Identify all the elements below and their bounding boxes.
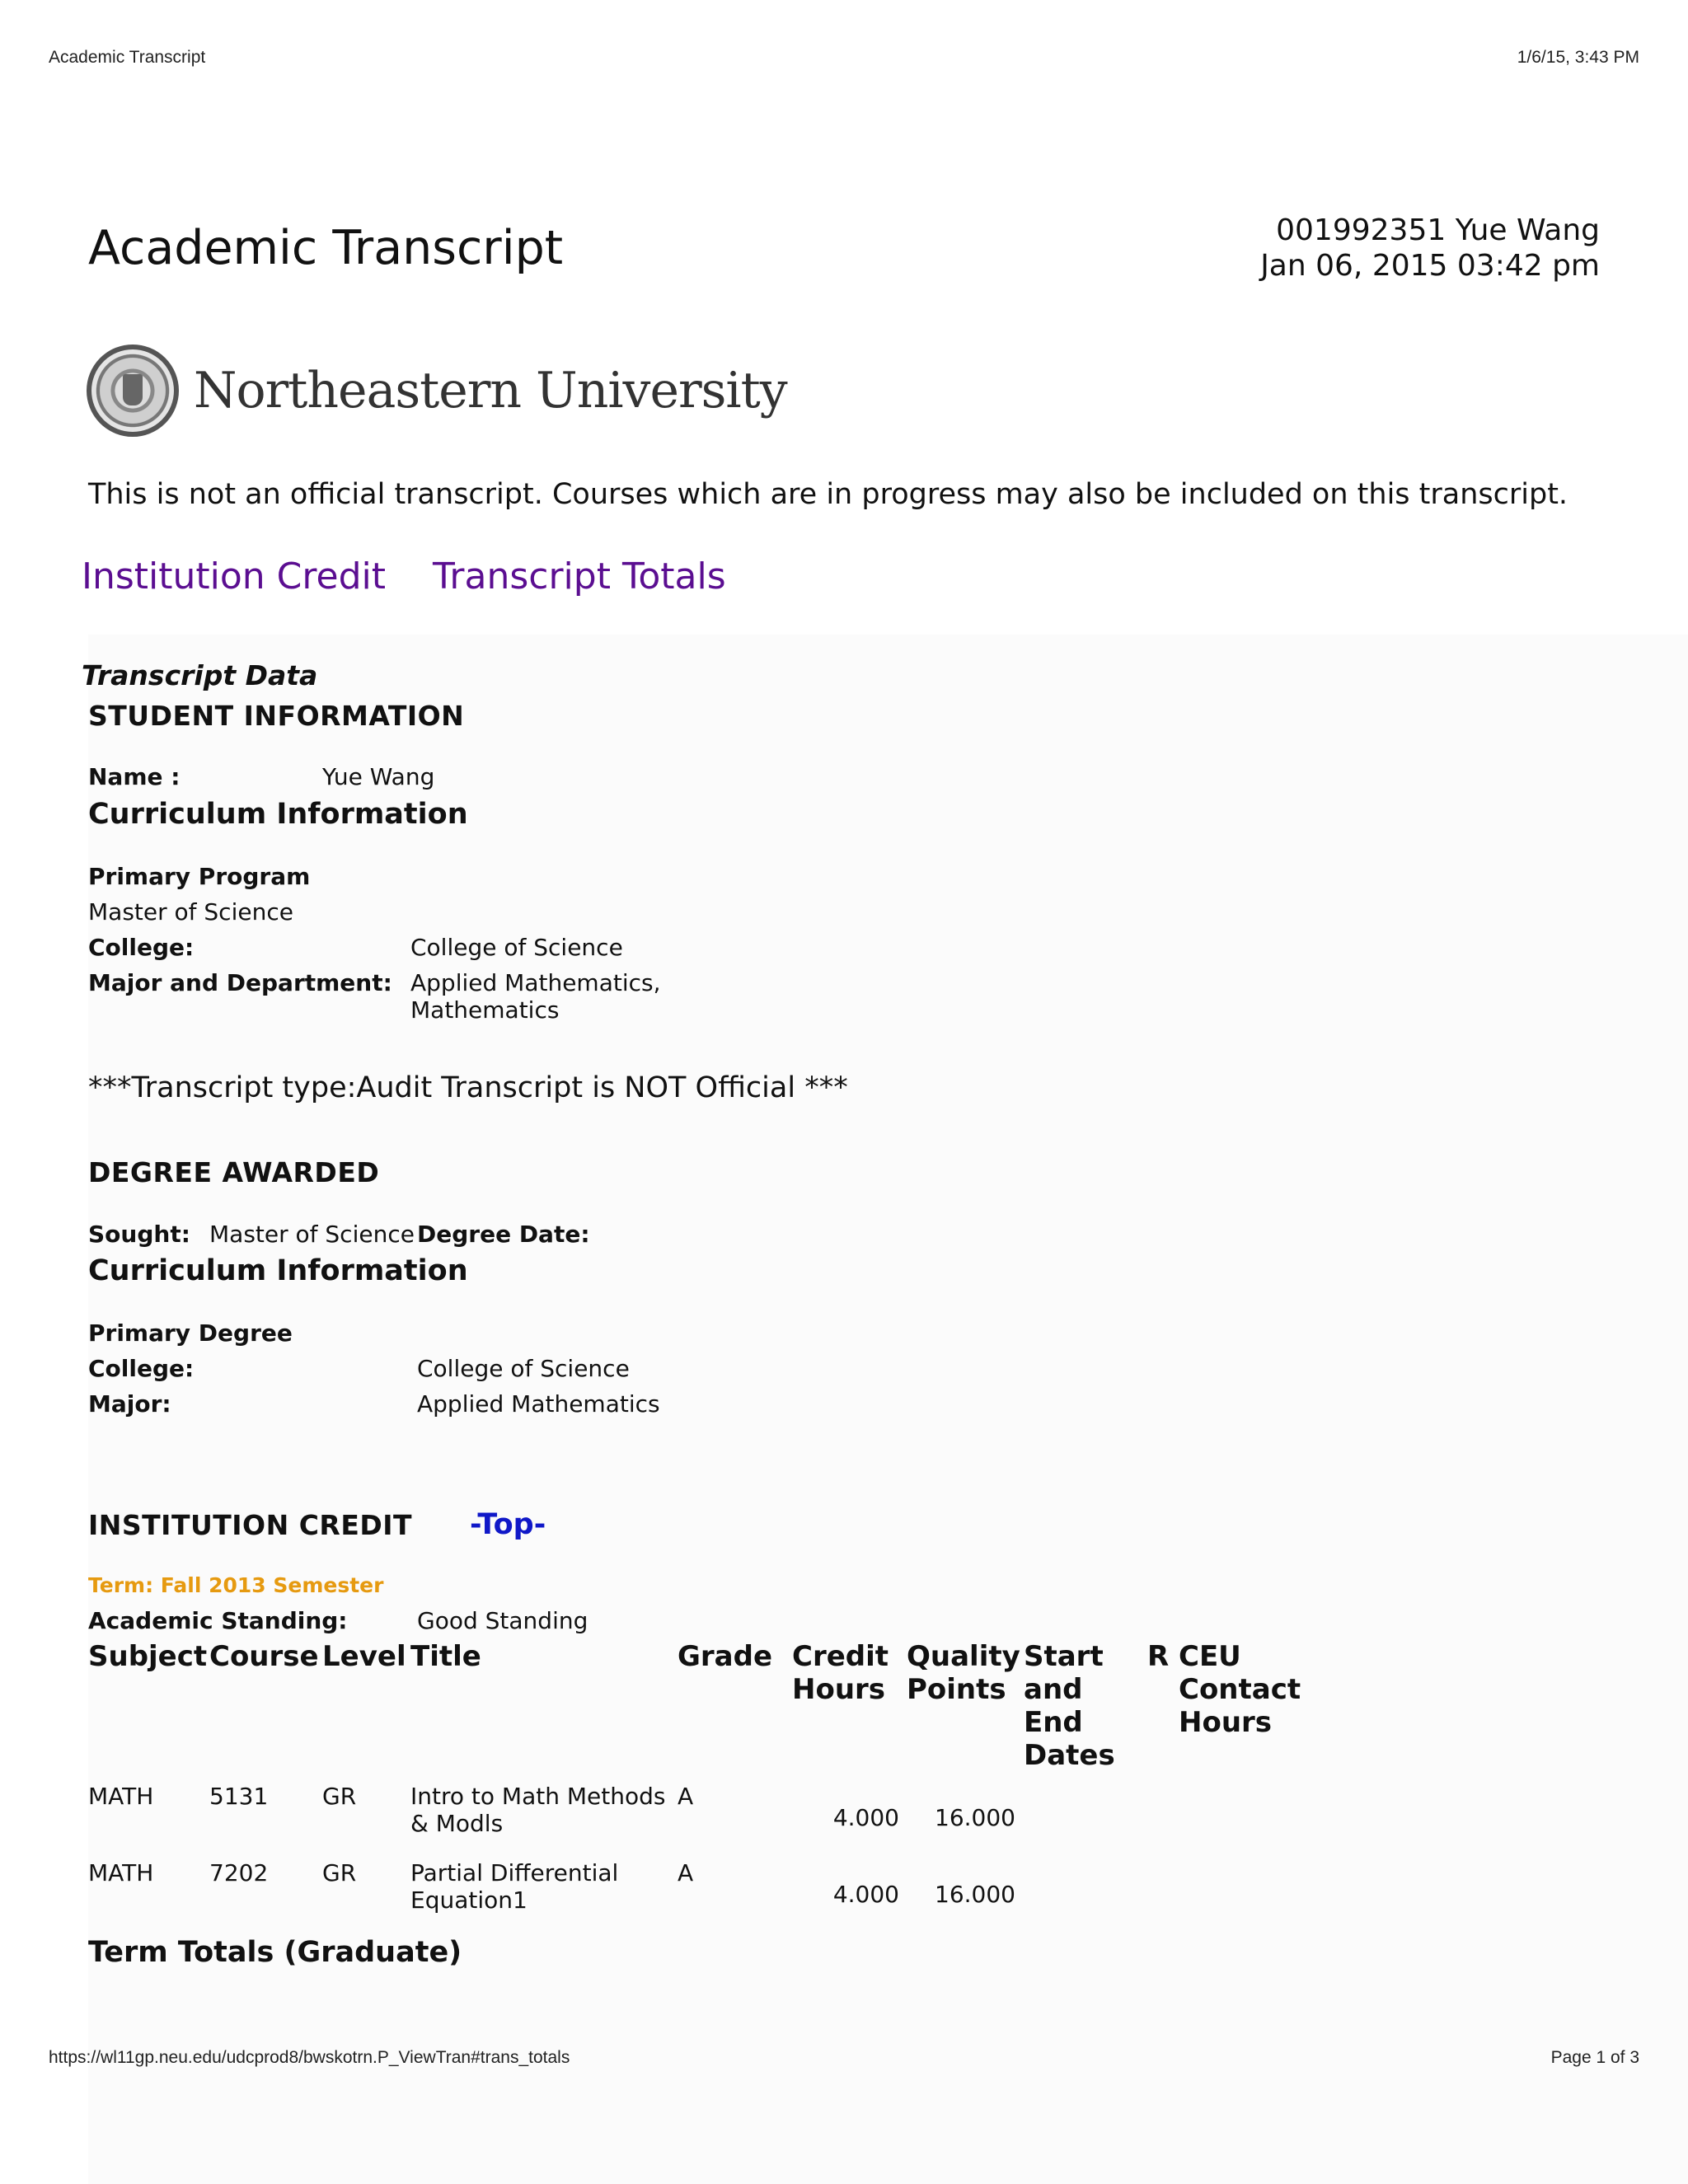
- row2-level: GR: [322, 1859, 357, 1886]
- row1-title: Intro to Math Methods & Modls: [410, 1783, 666, 1837]
- row2-course: 7202: [209, 1859, 269, 1886]
- institution-credit-link[interactable]: Institution Credit: [82, 555, 386, 598]
- college-label: College:: [88, 934, 195, 961]
- print-header-timestamp: 1/6/15, 3:43 PM: [1517, 48, 1639, 67]
- degree-curriculum-heading: Curriculum Information: [88, 1254, 468, 1287]
- sought-label: Sought:: [88, 1221, 190, 1248]
- row2-title: Partial Differential Equation1: [410, 1859, 619, 1914]
- logo-text: Northeastern University: [194, 362, 787, 419]
- row1-quality-points: 16.000: [935, 1804, 1015, 1831]
- academic-standing-value: Good Standing: [417, 1607, 588, 1634]
- university-seal-icon: [87, 344, 179, 437]
- user-id-name: 001992351 Yue Wang: [1276, 213, 1600, 247]
- degree-date-label: Degree Date:: [417, 1221, 590, 1248]
- col-start-end-dates: Start and End Dates: [1024, 1640, 1115, 1772]
- row2-quality-points: 16.000: [935, 1881, 1015, 1908]
- degree-major-value: Applied Mathematics: [417, 1390, 660, 1418]
- row1-course: 5131: [209, 1783, 269, 1810]
- transcript-totals-link[interactable]: Transcript Totals: [433, 555, 726, 598]
- name-label: Name :: [88, 763, 181, 790]
- transcript-type: ***Transcript type:Audit Transcript is NOT Official ***: [88, 1071, 848, 1104]
- institution-credit-heading: INSTITUTION CREDIT: [88, 1509, 413, 1541]
- row1-level: GR: [322, 1783, 357, 1810]
- primary-degree-label: Primary Degree: [88, 1319, 293, 1347]
- print-footer-url: https://wl11gp.neu.edu/udcprod8/bwskotrn.P_ViewTran#trans_totals: [49, 2048, 570, 2067]
- row1-subject: MATH: [88, 1783, 154, 1810]
- transcript-data-heading: Transcript Data: [82, 659, 318, 691]
- unofficial-notice: This is not an official transcript. Courses which are in progress may also be included on this transcript.: [88, 478, 1568, 511]
- col-r: R: [1147, 1640, 1170, 1673]
- print-header-title: Academic Transcript: [49, 48, 206, 67]
- col-subject: Subject: [88, 1640, 208, 1673]
- term-label: Term: Fall 2013 Semester: [88, 1573, 384, 1597]
- row1-grade: A: [678, 1783, 694, 1810]
- degree-college-value: College of Science: [417, 1355, 630, 1382]
- degree-college-label: College:: [88, 1355, 195, 1382]
- col-grade: Grade: [678, 1640, 773, 1673]
- primary-program-label: Primary Program: [88, 863, 311, 890]
- row2-grade: A: [678, 1859, 694, 1886]
- print-footer-page: Page 1 of 3: [1550, 2048, 1639, 2067]
- page-title: Academic Transcript: [88, 221, 564, 275]
- curriculum-heading: Curriculum Information: [88, 798, 468, 831]
- degree-major-label: Major:: [88, 1390, 171, 1418]
- col-ceu-contact-hours: CEU Contact Hours: [1179, 1640, 1301, 1739]
- major-label: Major and Department:: [88, 969, 392, 996]
- col-course: Course: [209, 1640, 319, 1673]
- row1-credit-hours: 4.000: [832, 1804, 899, 1831]
- degree-awarded-heading: DEGREE AWARDED: [88, 1156, 380, 1188]
- student-information-heading: STUDENT INFORMATION: [88, 700, 465, 732]
- report-datetime: Jan 06, 2015 03:42 pm: [1260, 249, 1600, 283]
- col-level: Level: [322, 1640, 406, 1673]
- col-credit-hours: Credit Hours: [792, 1640, 889, 1706]
- name-value: Yue Wang: [322, 763, 435, 790]
- sought-value: Master of Science: [209, 1221, 415, 1248]
- col-quality-points: Quality Points: [907, 1640, 1020, 1706]
- academic-standing-label: Academic Standing:: [88, 1607, 348, 1634]
- college-value: College of Science: [410, 934, 623, 961]
- row2-credit-hours: 4.000: [832, 1881, 899, 1908]
- row2-subject: MATH: [88, 1859, 154, 1886]
- university-logo: [87, 344, 787, 437]
- term-totals-heading: Term Totals (Graduate): [88, 1936, 462, 1969]
- col-title: Title: [410, 1640, 481, 1673]
- major-value: Applied Mathematics, Mathematics: [410, 969, 661, 1024]
- top-link[interactable]: -Top-: [470, 1508, 546, 1541]
- user-meta: [1260, 213, 1600, 284]
- program-value: Master of Science: [88, 898, 293, 926]
